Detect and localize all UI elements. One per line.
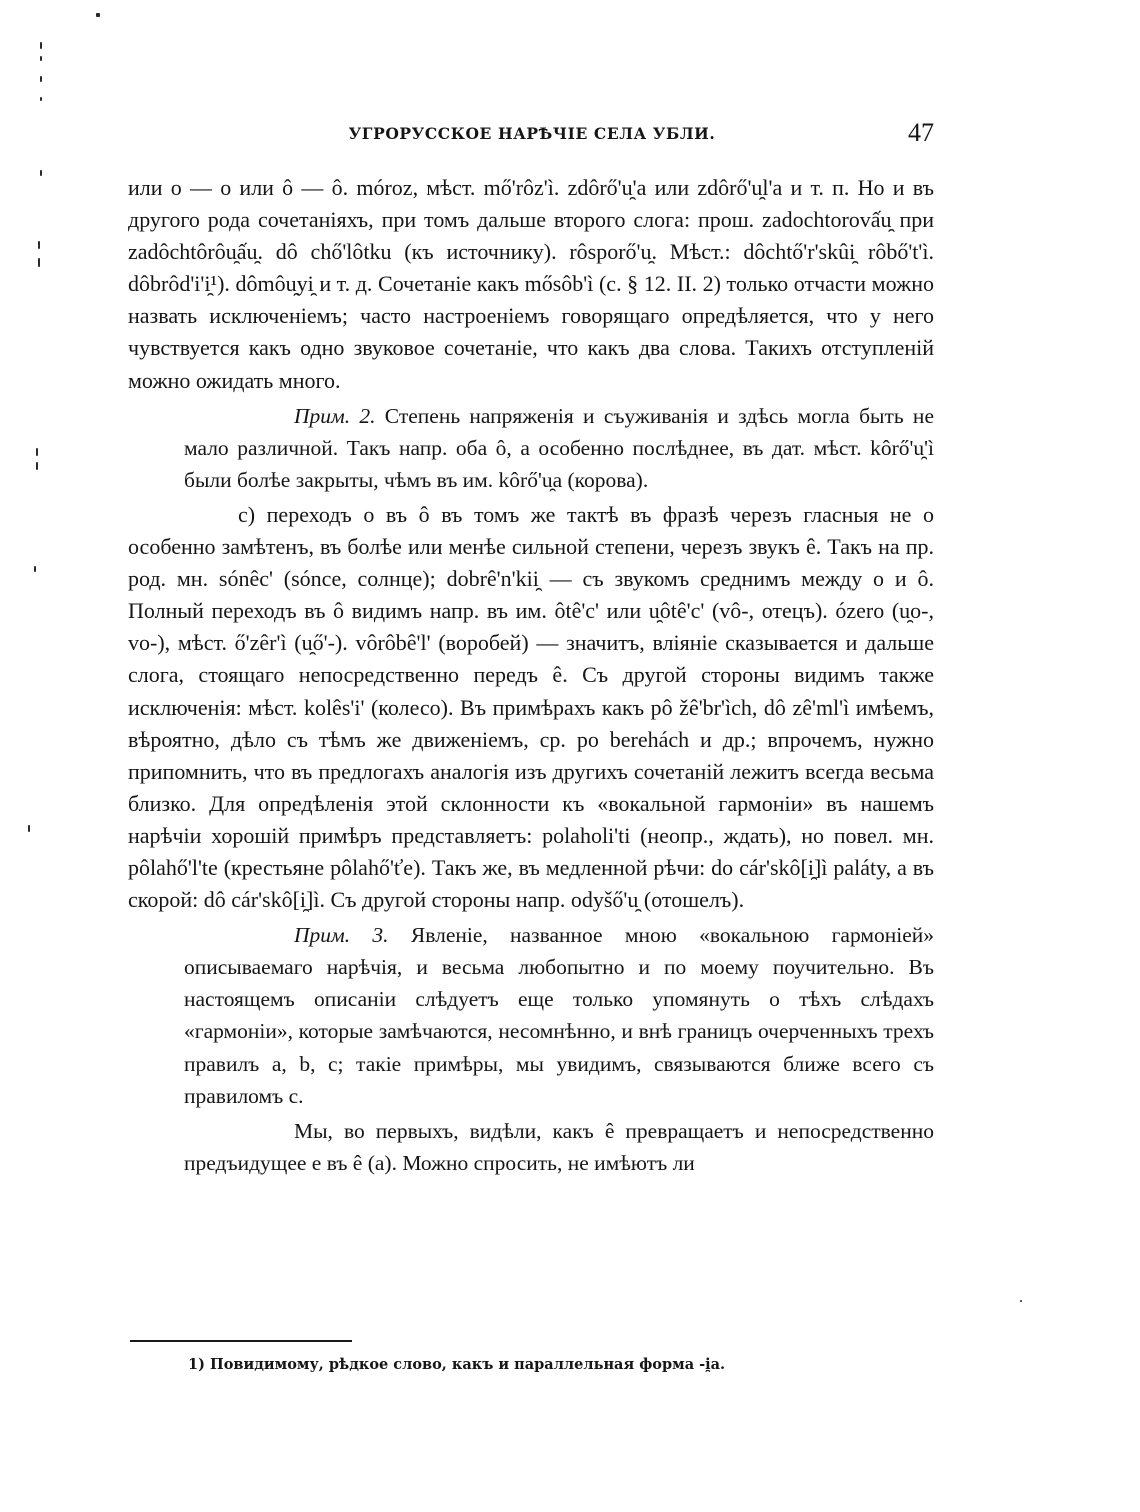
footnote-marker: 1) [188, 1356, 205, 1373]
running-title: УГРОРУССКОЕ НАРѢЧІЕ СЕЛА УБЛИ. [348, 124, 716, 143]
note-3-text: Явленіе, названное мною «вокальною гармоніей» описываемаго нарѣчія, и весьма любопытно и по моему поучительно. Въ настоящемъ описаніи слѣдуетъ еще только упомянуть о тѣхъ слѣдахъ «гармоніи», которые замѣчаются, несомнѣнно, и внѣ границъ очерченныхъ трехъ правилъ a, b, c; такіе примѣры, мы увидимъ, связываются ближе всего съ правиломъ c. [184, 923, 935, 1108]
note-2-text: Степень напряженія и съуживанія и здѣсь могла быть не мало различной. Такъ напр. оба ô, а особенно послѣднее, въ дат. мѣст. kôrő'u̯'ì были болѣе закрыты, чѣмъ въ им. kôrő'u̯a (корова). [184, 403, 934, 492]
paragraph-final: Мы, во первыхъ, видѣли, какъ ê превращаетъ и непосредственно предъидущее e въ ê (a). Можно спросить, не имѣютъ ли [184, 1118, 934, 1175]
footnote-text: Повидимому, рѣдкое слово, какъ и параллельная форма -i̯a. [210, 1356, 726, 1373]
scan-speck [36, 462, 38, 470]
paragraph-c: c) переходъ o въ ô въ томъ же тактѣ въ фразѣ черезъ гласныя не o особенно замѣтенъ, въ болѣе или менѣе сильной степени, черезъ звукъ ê. Такъ на пр. род. мн. sónêc' (sónce, солнце); dobrê'n'kii̯ — съ звукомъ среднимъ между o и ô. Полный переходъ въ ô видимъ напр. въ им. ôtê'c' или u̯ôtê'c' (vô-, отецъ). ózero (u̯o-, vo-), мѣст. ő'zêr'ì (u̯ő'-). vôrôbê'l' (воробей) — значитъ, вліяніе сказывается и дальше слога, стоящаго непосредственно передъ ê. Съ другой стороны видимъ также исключенія: мѣст. kolês'i' (колесо). Въ примѣрахъ какъ pô žê'br'ìch, dô zê'ml'ì имѣемъ, вѣроятно, дѣло съ тѣмъ же движеніемъ, ср. po berehách и др.; впрочемъ, нужно припомнить, что въ предлогахъ аналогія изъ другихъ сочетаній лежитъ всегда весьма близко. Для опредѣленія этой склонности къ «вокальной гармоніи» въ нашемъ нарѣчіи хорошій примѣръ представляетъ: polaholi'ti (неопр., ждать), но повел. мн. pôlahő'l'te (крестьяне pôlahő'ťe). Такъ же, въ медленной рѣчи: do cár'skô[i̯]ì paláty, а въ скорой: dô cár'skô[i̯]ì. Съ другой стороны напр. odyšő'u̯ (отошелъ). [128, 501, 934, 913]
note-3 [128, 919, 934, 1112]
scan-speck [40, 42, 42, 49]
note-2-label: Прим. 2. [294, 403, 376, 428]
scan-speck [40, 56, 42, 61]
note-2 [128, 400, 934, 496]
scan-speck [40, 170, 42, 176]
scan-speck [40, 76, 42, 82]
paragraph-1: или o — o или ô — ô. móroz, мѣст. mő'rôz'ì. zdôrő'u̯'a или zdôrő'u̯l'a и т. п. Но и въ другого рода сочетаніяхъ, при томъ дальше второго слога: прош. zadochtorovấu̯ при zadôchtôrôu̯ấu̯. dô chő'lôtku (къ источнику). rôsporő'u̯. Мѣст.: dôchtő'r'skûi̯ rôbő't'ì. dôbrôd'i'i̯¹). dômôu̯yi̯ и т. д. Сочетаніе какъ mősôb'ì (c. § 12. II. 2) только отчасти можно назвать исключеніемъ; часто настроеніемъ говорящаго опредѣляется, что у него чувствуется какъ одно звуковое сочетаніе, что какъ два слова. Такихъ отступленій можно ожидать много. [128, 175, 934, 393]
body-text [128, 172, 934, 1179]
scan-speck [36, 448, 38, 456]
scan-speck [38, 241, 40, 249]
scan-speck [34, 566, 36, 572]
scan-speck [28, 825, 30, 832]
running-head [128, 120, 936, 150]
scan-speck [1020, 1300, 1022, 1302]
scan-speck [40, 97, 42, 101]
scan-speck [38, 258, 40, 267]
footnote [188, 1356, 908, 1373]
note-3-label: Прим. 3. [294, 923, 389, 948]
footnote-rule [130, 1340, 352, 1342]
scan-speck [96, 13, 100, 17]
page-number: 47 [908, 118, 934, 147]
